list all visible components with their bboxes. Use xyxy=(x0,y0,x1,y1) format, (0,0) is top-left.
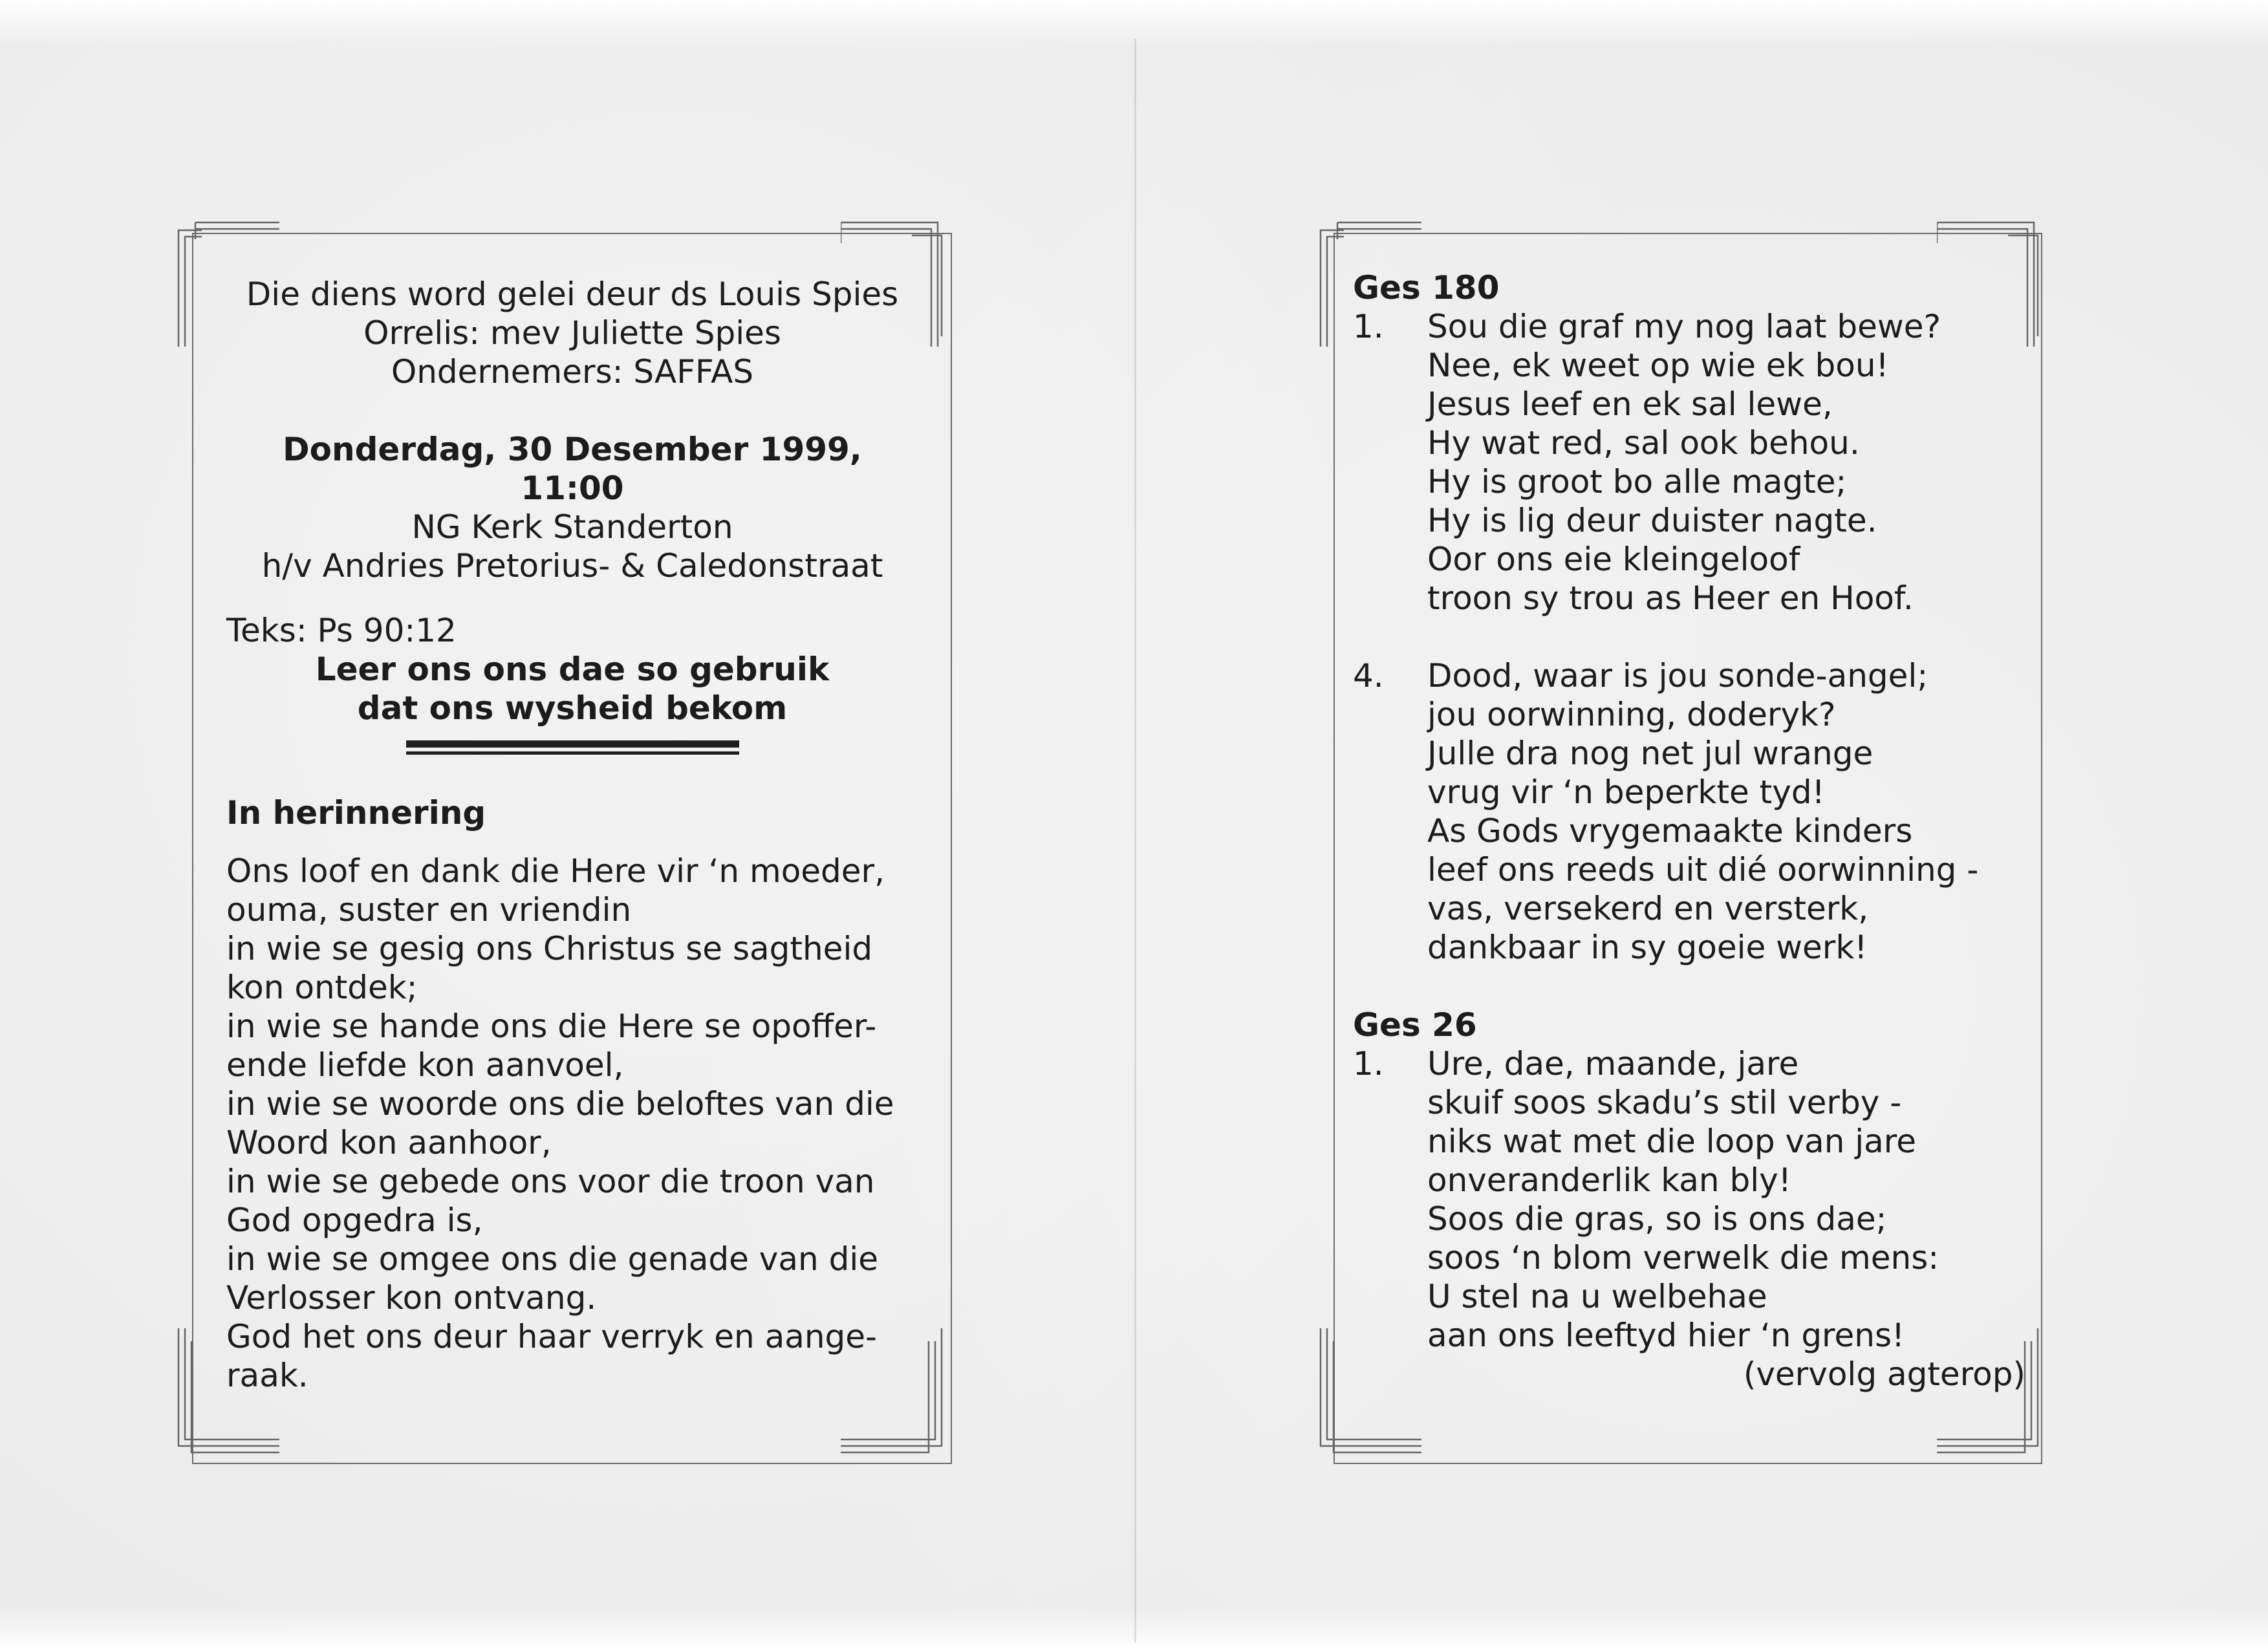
memoriam-line: in wie se omgee ons die genade van die xyxy=(226,1240,879,1278)
verse-line: onveranderlik kan bly! xyxy=(1427,1161,1791,1199)
memoriam-text xyxy=(226,852,918,1395)
verse-line: As Gods vrygemaakte kinders xyxy=(1427,812,1913,850)
scripture-text-line: dat ons wysheid bekom xyxy=(357,689,788,727)
memoriam-line: in wie se woorde ons die beloftes van die xyxy=(226,1085,894,1123)
memoriam-line: Verlosser kon ontvang. xyxy=(226,1279,597,1317)
verse-line: vrug vir ‘n beperkte tyd! xyxy=(1427,773,1825,811)
scripture-text-line: Leer ons ons dae so gebruik xyxy=(315,651,830,688)
service-info xyxy=(226,275,918,391)
church-address: h/v Andries Pretorius- & Caledonstraat xyxy=(261,547,883,585)
hymn-verse xyxy=(1353,656,2025,967)
verse-line: Nee, ek weet op wie ek bou! xyxy=(1427,347,1889,384)
verse-line: Soos die gras, so is ons dae; xyxy=(1427,1200,1887,1238)
service-date: Donderdag, 30 Desember 1999, xyxy=(283,431,862,468)
memoriam-line: Ons loof en dank die Here vir ‘n moeder, xyxy=(226,852,885,890)
verse-line: skuif soos skadu’s stil verby - xyxy=(1427,1084,1902,1121)
service-line: Die diens word gelei deur ds Louis Spies xyxy=(246,275,899,313)
verse-line: leef ons reeds uit dié oorwinning - xyxy=(1427,851,1979,889)
right-panel-content xyxy=(1353,268,2025,1394)
memoriam-line: ouma, suster en vriendin xyxy=(226,891,632,929)
church-name: NG Kerk Standerton xyxy=(411,508,733,546)
verse-number: 1. xyxy=(1353,308,1384,345)
memoriam-line: God opgedra is, xyxy=(226,1202,483,1239)
scripture-reference: Teks: Ps 90:12 xyxy=(226,612,457,649)
verse-line: Oor ons eie kleingeloof xyxy=(1427,541,1800,578)
memoriam-line: Woord kon aanhoor, xyxy=(226,1124,552,1161)
memoriam-line: God het ons deur haar verryk en aange- xyxy=(226,1318,878,1355)
verse-line: Hy is groot bo alle magte; xyxy=(1427,463,1847,501)
verse-number: 1. xyxy=(1353,1045,1384,1083)
memoriam-line: raak. xyxy=(226,1357,308,1394)
memoriam-title: In herinnering xyxy=(226,794,486,832)
hymn-title: Ges 180 xyxy=(1353,269,1500,307)
verse-line: niks wat met die loop van jare xyxy=(1427,1123,1917,1160)
memoriam-line: ende liefde kon aanvoel, xyxy=(226,1046,624,1084)
continued-note: (vervolg agterop) xyxy=(1743,1355,2025,1393)
verse-line: soos ‘n blom verwelk die mens: xyxy=(1427,1239,1939,1277)
service-line: Ondernemers: SAFFAS xyxy=(391,353,754,391)
verse-line: Sou die graf my nog laat bewe? xyxy=(1427,308,1941,345)
left-panel-content xyxy=(226,275,918,1395)
verse-line: jou oorwinning, doderyk? xyxy=(1427,696,1836,733)
hymn-title: Ges 26 xyxy=(1353,1006,1477,1044)
memoriam-line: kon ontdek; xyxy=(226,969,418,1006)
verse-line: U stel na u welbehae xyxy=(1427,1278,1767,1315)
service-time: 11:00 xyxy=(521,469,624,507)
center-fold xyxy=(1134,39,1136,1643)
verse-line: aan ons leeftyd hier ‘n grens! xyxy=(1427,1317,1905,1354)
verse-line: Jesus leef en ek sal lewe, xyxy=(1427,385,1833,423)
verse-line: Dood, waar is jou sonde-angel; xyxy=(1427,657,1928,695)
memoriam-line: in wie se gebede ons voor die troon van xyxy=(226,1163,875,1200)
hymn-verse xyxy=(1353,307,2025,618)
verse-line: Hy is lig deur duister nagte. xyxy=(1427,502,1877,539)
memoriam-line: in wie se gesig ons Christus se sagtheid xyxy=(226,930,873,967)
verse-line: Julle dra nog net jul wrange xyxy=(1427,735,1874,772)
verse-number: 4. xyxy=(1353,657,1384,695)
hymn-verse xyxy=(1353,1044,2025,1355)
divider-rule xyxy=(406,740,739,755)
verse-line: Hy wat red, sal ook behou. xyxy=(1427,424,1860,462)
service-line: Orrelis: mev Juliette Spies xyxy=(363,314,781,352)
verse-line: troon sy trou as Heer en Hoof. xyxy=(1427,579,1914,617)
verse-line: vas, versekerd en versterk, xyxy=(1427,890,1869,927)
verse-line: dankbaar in sy goeie werk! xyxy=(1427,929,1868,966)
verse-line: Ure, dae, maande, jare xyxy=(1427,1045,1799,1083)
memoriam-line: in wie se hande ons die Here se opoffer- xyxy=(226,1008,877,1045)
